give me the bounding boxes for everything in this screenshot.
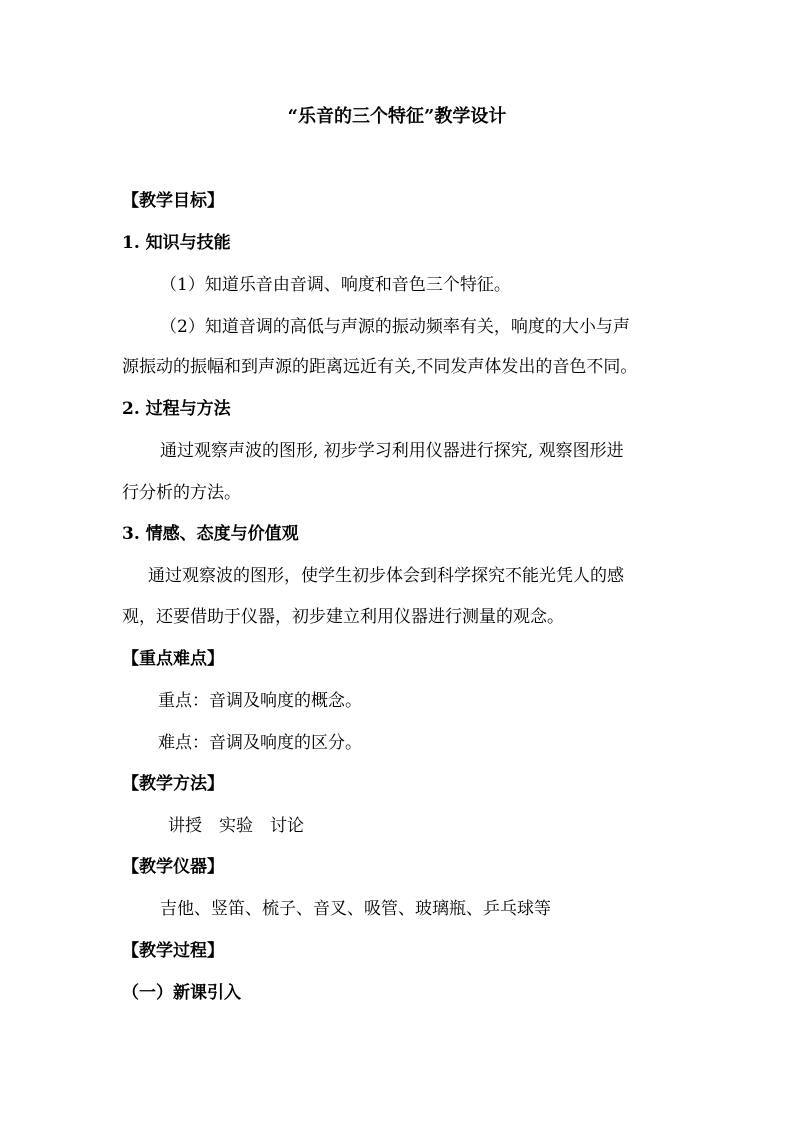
emotion-heading: 3. 情感、态度与价值观: [122, 524, 299, 544]
methods-heading: 【教学方法】: [122, 774, 224, 794]
objectives-heading: 【教学目标】: [122, 191, 224, 211]
instruments-text: 吉他、竖笛、梳子、音叉、吸管、玻璃瓶、乒乓球等: [160, 899, 551, 919]
emotion-line-2: 观，还要借助于仪器，初步建立利用仪器进行测量的观念。: [122, 607, 564, 627]
process-method-line-1: 通过观察声波的图形, 初步学习利用仪器进行探究, 观察图形进: [160, 441, 624, 461]
difficult-point-text: 难点：音调及响度的区分。: [158, 733, 362, 753]
page-title: “乐音的三个特征”教学设计: [287, 106, 507, 127]
knowledge-heading: 1. 知识与技能: [122, 233, 231, 253]
instruments-heading: 【教学仪器】: [122, 857, 224, 877]
emotion-line-1: 通过观察波的图形，使学生初步体会到科学探究不能光凭人的感: [148, 566, 624, 586]
key-points-heading: 【重点难点】: [122, 649, 224, 669]
new-lesson-intro-heading: （一）新课引入: [122, 983, 241, 1003]
teaching-process-heading: 【教学过程】: [122, 941, 224, 961]
process-method-line-2: 行分析的方法。: [122, 483, 241, 503]
process-method-heading: 2. 过程与方法: [122, 399, 231, 419]
knowledge-item-2-line-1: （2）知道音调的高低与声源的振动频率有关，响度的大小与声: [160, 317, 630, 337]
knowledge-item-2-line-2: 源振动的振幅和到声源的距离远近有关,不同发声体发出的音色不同。: [122, 357, 638, 377]
key-point-text: 重点：音调及响度的概念。: [158, 691, 362, 711]
methods-text: 讲授 实验 讨论: [168, 816, 304, 836]
knowledge-item-1: （1）知道乐音由音调、响度和音色三个特征。: [160, 275, 511, 295]
